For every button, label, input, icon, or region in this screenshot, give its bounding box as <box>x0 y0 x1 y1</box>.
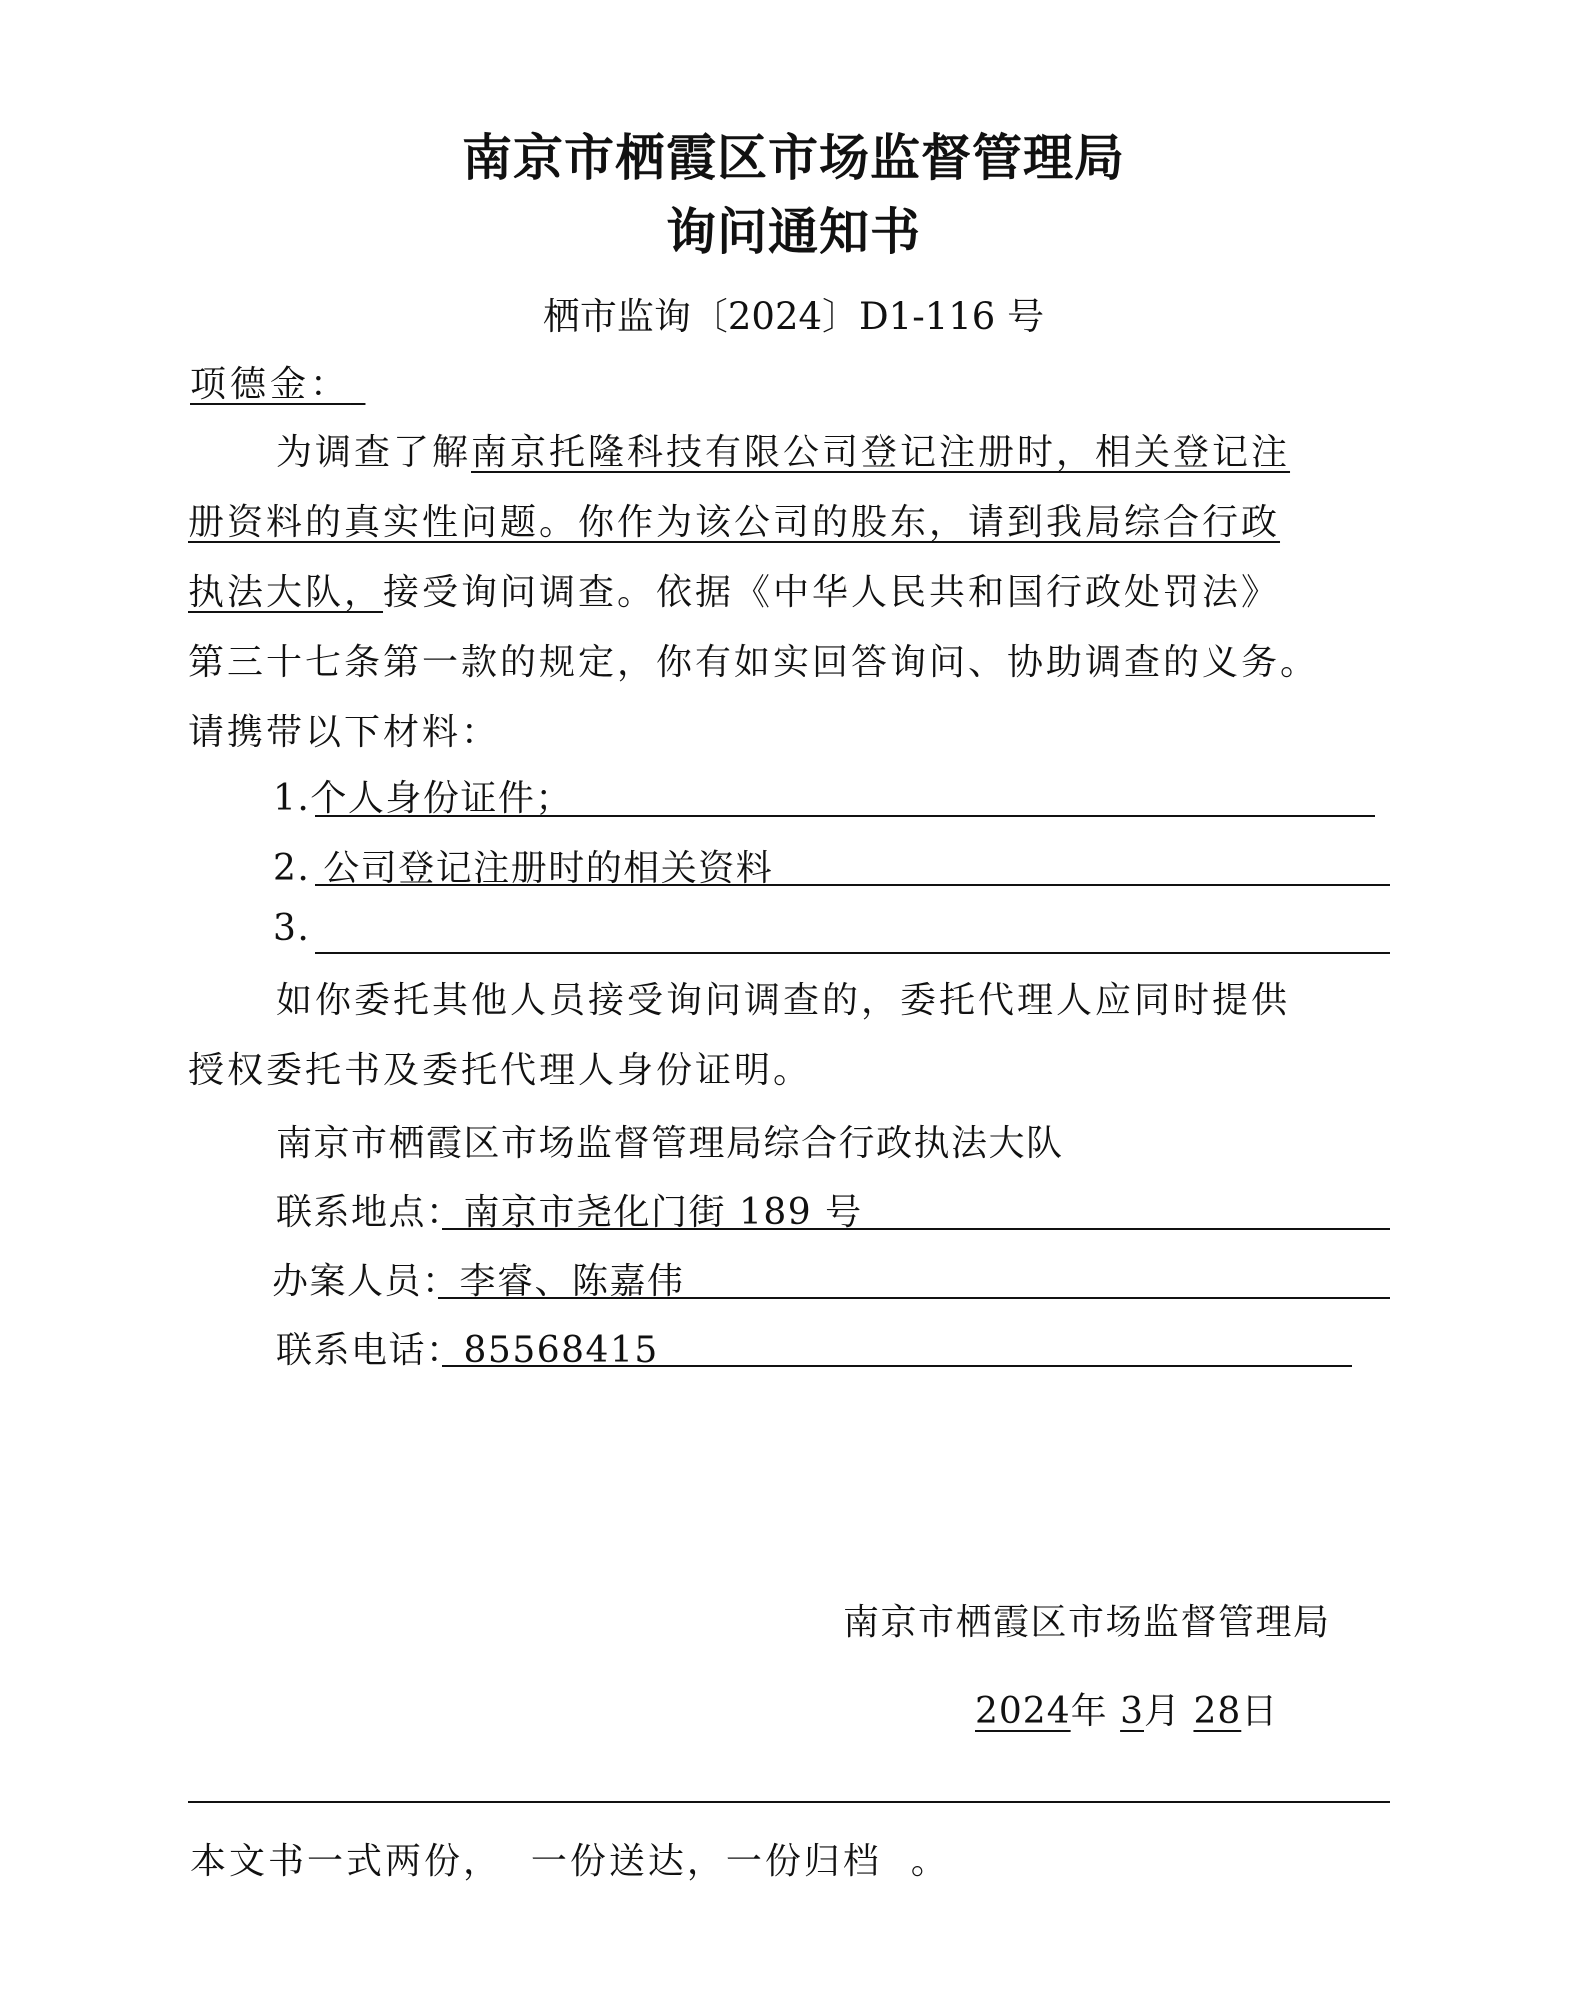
delegation-note <box>188 966 1388 1106</box>
material-item-3-line <box>315 952 1390 954</box>
document-type-title: 询问通知书 <box>666 203 921 261</box>
material-item-2: 2. 公司登记注册时的相关资料 <box>273 848 774 889</box>
signature-date: 2024年 3月 28日 <box>975 1691 1279 1732</box>
paragraph-line-2 <box>188 488 1388 558</box>
paragraph-line-4 <box>188 628 1388 698</box>
address-label: 联系地点 <box>276 1192 427 1233</box>
investigation-subject-end: 执法大队， <box>188 572 384 613</box>
staff-value: ：李睿、陈嘉伟 <box>422 1261 685 1302</box>
date-day: 28 <box>1193 1691 1242 1732</box>
paragraph-line-5 <box>188 698 1388 768</box>
paragraph-line-3 <box>188 558 1388 628</box>
signature-authority: 南京市栖霞区市场监督管理局 <box>843 1602 1331 1643</box>
materials-intro: 请携带以下材料： <box>188 712 501 753</box>
delegation-note-line-1: 如你委托其他人员接受询问调查的，委托代理人应同时提供 <box>276 980 1291 1021</box>
legal-duty: 第三十七条第一款的规定，你有如实回答询问、协助调查的义务。 <box>188 642 1320 683</box>
contact-phone-line <box>442 1365 1352 1367</box>
contact-staff-line <box>438 1297 1390 1299</box>
legal-basis: 接受询问调查。依据《中华人民共和国行政处罚法》 <box>383 572 1281 613</box>
investigation-subject-cont: 册资料的真实性问题。你作为该公司的股东，请到我局综合行政 <box>188 502 1281 543</box>
material-item-2-line <box>315 884 1390 886</box>
purpose-lead: 为调查了解 <box>276 432 472 473</box>
phone-value: ：85568415 <box>426 1330 659 1371</box>
footer-note: 本文书一式两份， 一份送达，一份归档 。 <box>190 1841 950 1882</box>
phone-label: 联系电话 <box>276 1330 427 1371</box>
material-item-1-line <box>315 815 1375 817</box>
footer-divider <box>188 1801 1390 1803</box>
main-paragraph <box>188 418 1388 768</box>
document-number: 栖市监询〔2024〕D1-116 号 <box>542 295 1045 338</box>
investigation-subject: 南京托隆科技有限公司登记注册时，相关登记注 <box>471 432 1291 473</box>
authority-title: 南京市栖霞区市场监督管理局 <box>462 129 1125 187</box>
date-year: 2024 <box>975 1691 1071 1732</box>
material-item-3: 3. <box>273 908 311 949</box>
paragraph-line-1 <box>188 418 1388 488</box>
contact-unit: 南京市栖霞区市场监督管理局综合行政执法大队 <box>276 1123 1064 1164</box>
addressee: 项德金： <box>190 364 351 405</box>
date-month: 3 <box>1120 1691 1144 1732</box>
address-value: ：南京市尧化门街 189 号 <box>426 1192 863 1233</box>
material-item-1: 1.个人身份证件； <box>273 778 573 819</box>
staff-label: 办案人员 <box>272 1261 423 1302</box>
contact-address-line <box>442 1228 1390 1230</box>
delegation-note-line-2: 授权委托书及委托代理人身份证明。 <box>188 1050 813 1091</box>
